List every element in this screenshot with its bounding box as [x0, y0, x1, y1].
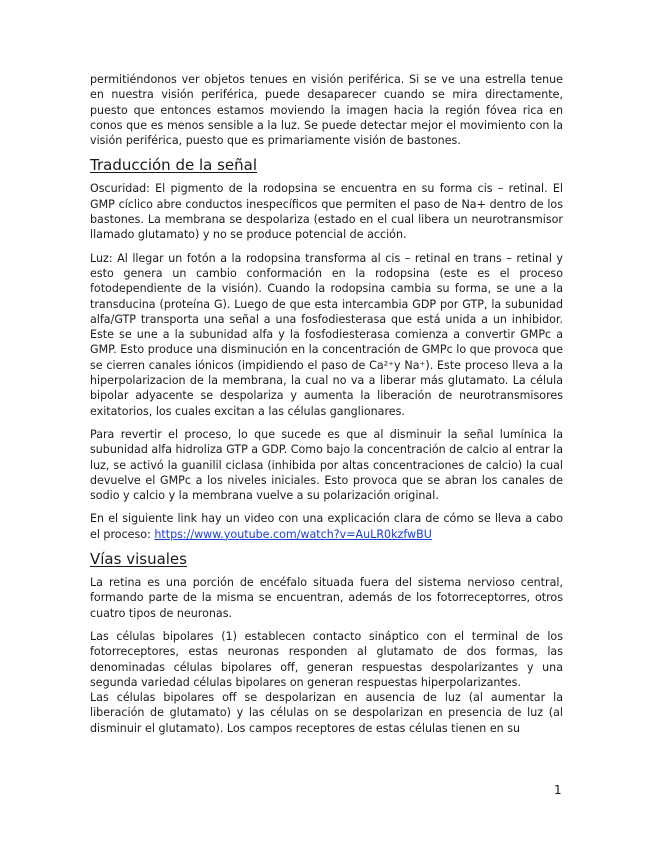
paragraph-darkness: Oscuridad: El pigmento de la rodopsina se encuentra en su forma cis – retinal. El GMP cíclico abre conductos inespecíficos que permiten el paso de Na+ dentro de los bastones. La membrana se despolariza (estado en el cual libera un neurotransmisor llamado glutamato) y no se produce potencial de acción.: [90, 182, 563, 242]
heading-visual-pathways: Vías visuales: [90, 550, 187, 569]
paragraph-retina: La retina es una porción de encéfalo situada fuera del sistema nervioso central, formando parte de la misma se encuentran, además de los fotorreceptorres, otros cuatro tipos de neuronas.: [90, 576, 563, 620]
paragraph-peripheral-vision: permitiéndonos ver objetos tenues en visión periférica. Si se ve una estrella tenue en nuestra visión periférica, puede desaparecer cuando se mira directamente, puesto que entonces estamos moviendo la imagen hacia la región fóvea rica en conos que es menos sensible a la luz. Se puede detectar mejor el movimiento con la visión periférica, puesto que es primariamente visión de bastones.: [90, 73, 563, 148]
paragraph-bipolar-cells: Las células bipolares (1) establecen contacto sináptico con el terminal de los fotorreceptores, estas neuronas responden al glutamato de dos formas, las denominadas células bipolares off, generan respuestas despolarizantes y una segunda variedad células bipolares on generan respuestas hiperpolarizantes.: [90, 629, 563, 689]
video-link-intro: En el siguiente link hay un video con una explicación clara de cómo se lleva a cabo el proceso:: [90, 512, 563, 541]
paragraph-light: Luz: Al llegar un fotón a la rodopsina transforma al cis – retinal en trans – retinal y esto genera un cambio conformación en la rodopsina (este es el proceso fotodependiente de la visión). Cuando la rodopsina cambia su forma, se une a la transducina (proteína G). Luego de que esta intercambia GDP por GTP, la subunidad alfa/GTP transporta una señal a una fosfodiesterasa que está unida a un inhibidor. Este se une a la subunidad alfa y la fosfodiesterasa comienza a convertir GMPc a GMP. Esto produce una disminución en la concentración de GMPc lo que provoca que se cierren canales iónicos (impidiendo el paso de Ca²⁺y Na⁺). Este proceso lleva a la hiperpolarizacion de la membrana, la cual no va a liberar más glutamato. La célula bipolar adyacente se despolariza y aumenta la liberación de neurotransmisores exitatorios, los cuales excitan a las células ganglionares.: [90, 251, 563, 418]
youtube-link[interactable]: https://www.youtube.com/watch?v=AuLR0kzfwBU: [154, 527, 432, 541]
paragraph-video-link: [90, 511, 563, 542]
heading-signal-transduction: Traducción de la señal: [90, 156, 258, 175]
paragraph-bipolar-off-on: Las células bipolares off se despolarizan en ausencia de luz (al aumentar la liberación de glutamato) y las células on se despolarizan en presencia de luz (al disminuir el glutamato). Los campos receptores de estas células tienen en su: [90, 691, 563, 735]
paragraph-revert-process: Para revertir el proceso, lo que sucede es que al disminuir la señal lumínica la subunidad alfa hidroliza GTP a GDP. Como bajo la concentración de calcio al entrar la luz, se activó la guanilil ciclasa (inhibida por altas concentraciones de calcio) la cual devuelve el GMPc a los niveles iniciales. Esto provoca que se abran los canales de sodio y calcio y la membrana vuelve a su polarización original.: [90, 427, 563, 503]
page-number: 1: [554, 783, 562, 797]
page-content: [90, 72, 563, 736]
